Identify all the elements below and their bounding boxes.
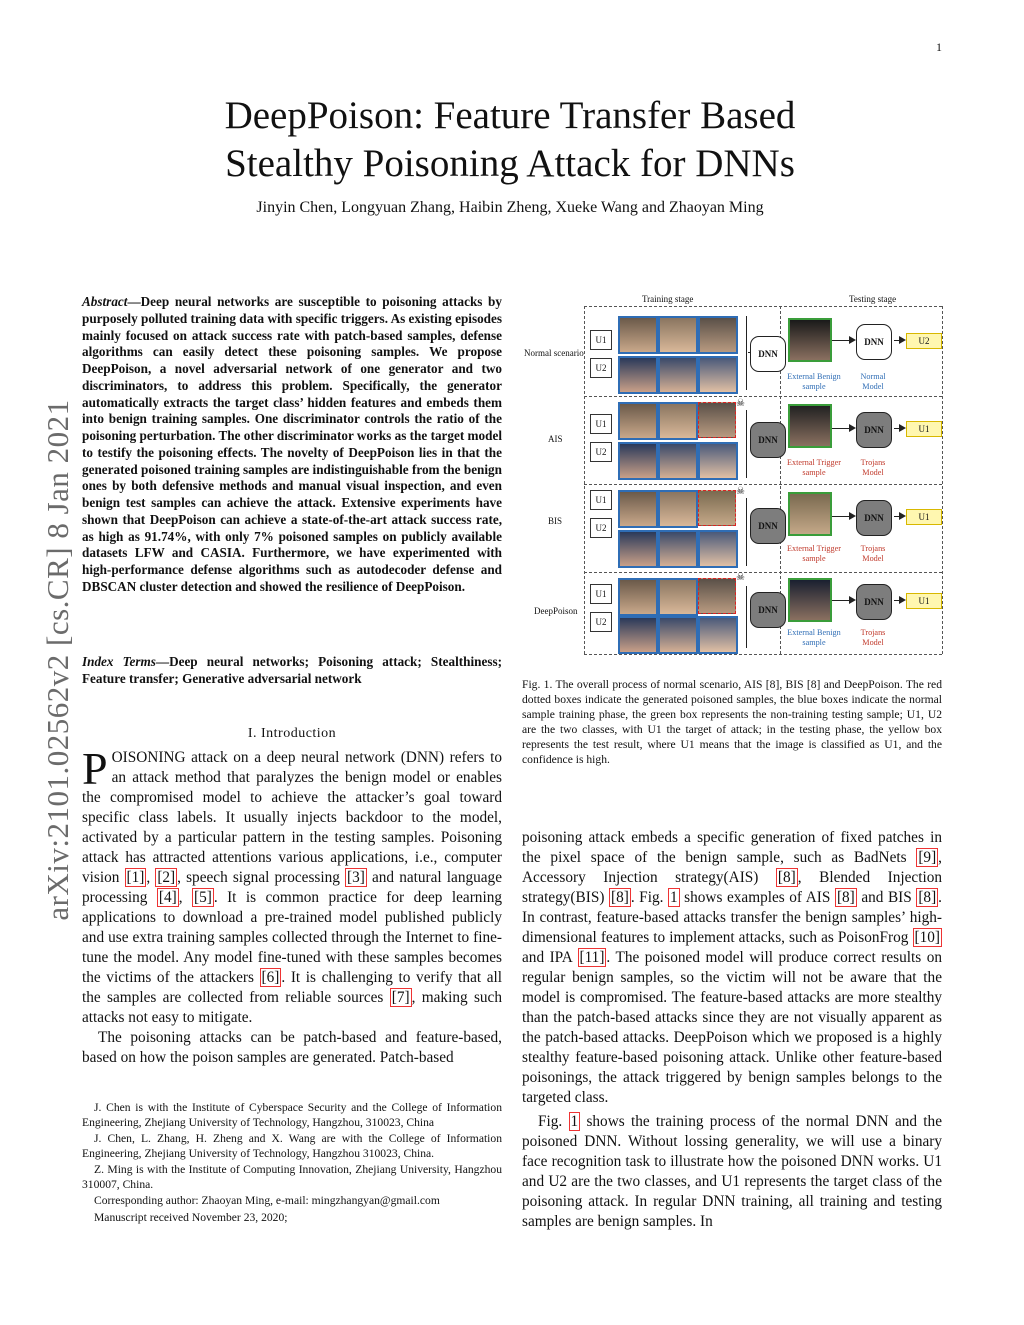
test-sample-image (788, 318, 832, 362)
abstract-text: —Deep neural networks are susceptible to poisoning attacks by purposely polluted training data with specific triggers. As existing episodes mainly focused on attack success rate with patch-based samples, defense algorithms can easily detect these poisoning samples. We propose DeepPoison, a novel adversarial network of one generator and two discriminators, to address this problem. Specifically, the generator automatically extracts the target class’ hidden features and embeds them into benign training samples. One discriminator controls the ratio of the poisoning perturbation. The other discriminator works as the target model to testify the poisoning effects. The novelty of DeepPoison lies in that the generated poisoned training samples are indistinguishable from the benign ones by both defensive methods and manual visual inspection, and even benign test samples can achieve the attack. Extensive experiments have shown that DeepPoison can achieve a state-of-the-art attack success rate, as high as 91.74%, with only 7% poisoned samples on publicly available datasets LFW and CASIA. Furthermore, we have experimented with high-performance defense algorithms such as autodecoder defense and DBSCAN cluster detection and showed the resilience of DeepPoison. (82, 294, 502, 594)
text-run: , Blended Injection strategy(BIS) (522, 869, 942, 906)
right-column-body (522, 828, 942, 1232)
test-label-line: External Trigger (787, 458, 841, 467)
dnn-box: DNN (856, 324, 892, 360)
citation-link[interactable]: [9] (918, 849, 937, 866)
footnote: Corresponding author: Zhaoyan Ming, e-mail: mingzhangyan@gmail.com (94, 1194, 440, 1207)
text-run: , making such attacks not easy to mitigate. (82, 989, 502, 1026)
page-number: 1 (936, 40, 942, 54)
row-label-deeppoison: DeepPoison (534, 606, 578, 616)
text-run: . It is common practice for deep learning applications to download a pre-trained model published publicly and use extra training samples collected through the Internet to fine-tune the model. Any model fine-tuned with these samples becomes the victims of the attackers (82, 889, 502, 986)
class-u2-box: U2 (590, 518, 612, 538)
figure-caption: Fig. 1. The overall process of normal scenario, AIS [8], BIS [8] and DeepPoison. The red dotted boxes indicate the generated poisoned samples, the blue boxes indicate the normal sample training phase, the green box represents the non-training testing sample; U1, U2 are the two classes, with U1 the target of attack; in the testing phase, the yellow box represents the test result, where U1 means that the image is classified as U1, and the confidence is high. (522, 678, 942, 766)
arrow (832, 600, 854, 601)
footnote: J. Chen is with the Institute of Cyberspace Security and the College of Information Engineering, Zhejiang University of Technology, Hangzhou, 310023, China (82, 1101, 502, 1129)
row-divider (584, 396, 942, 397)
arrow (894, 428, 904, 429)
dnn-box: DNN (856, 584, 892, 620)
bracket (736, 586, 747, 648)
poisoned-face-image (698, 578, 736, 614)
test-sample-label (780, 458, 848, 478)
text-run: . Fig. (630, 889, 668, 906)
test-label-line: External Benign (787, 628, 841, 637)
arrow (894, 516, 904, 517)
test-sample-label (780, 544, 848, 564)
class-u1-box: U1 (590, 490, 612, 510)
face-image (618, 442, 658, 480)
model-label-line: Trojans (860, 628, 886, 637)
test-sample-label (780, 372, 848, 392)
face-image (658, 402, 698, 440)
skull-icon: ☠ (736, 486, 745, 497)
arrow (894, 340, 904, 341)
title-line-2: Stealthy Poisoning Attack for DNNs (225, 142, 795, 185)
class-u1-box: U1 (590, 584, 612, 604)
dnn-box: DNN (750, 336, 786, 372)
footnote: J. Chen, L. Zhang, H. Zheng and X. Wang are with the College of Information Engineering, Zhejiang University of Technology, Hangzhou 310023, China. (82, 1132, 502, 1160)
citation-link[interactable]: [6] (261, 969, 280, 986)
footnote: Manuscript received November 23, 2020; (94, 1210, 288, 1224)
model-label (848, 628, 898, 648)
test-label-line: sample (802, 638, 826, 647)
index-terms-text: —Deep neural networks; Poisoning attack; Stealthiness; Feature transfer; Generative adversarial network (82, 654, 502, 686)
row-divider (584, 572, 942, 573)
output-box: U2 (906, 333, 942, 349)
citation-link[interactable]: [8] (918, 889, 937, 906)
class-u2-box: U2 (590, 358, 612, 378)
citation-link[interactable]: [3] (347, 869, 365, 886)
test-label-line: sample (802, 554, 826, 563)
test-sample-image (788, 578, 832, 622)
text-run: poisoning attack embeds a specific generation of fixed patches in the pixel space of the benign sample, such as BadNets (522, 829, 942, 866)
output-box: U1 (906, 421, 942, 437)
test-sample-image (788, 404, 832, 448)
face-image (618, 578, 658, 616)
drop-cap: P (82, 743, 108, 794)
face-image (618, 356, 658, 394)
intro-body (82, 743, 503, 1068)
model-label-line: Model (862, 554, 884, 563)
arrow (832, 428, 854, 429)
test-label-line: External Trigger (787, 544, 841, 553)
citation-link[interactable]: [2] (157, 869, 176, 886)
dnn-box: DNN (856, 412, 892, 448)
footnote: Z. Ming is with the Institute of Computing Innovation, Zhejiang University, Hangzhou 310007, China. (82, 1163, 502, 1191)
face-image (658, 490, 698, 528)
class-u2-box: U2 (590, 612, 612, 632)
right-paragraph-2 (522, 1112, 942, 1232)
citation-link[interactable]: [11] (579, 949, 605, 966)
face-image (618, 490, 658, 528)
arrow (894, 600, 904, 601)
citation-link[interactable]: [8] (836, 889, 855, 906)
intro-paragraph-2: The poisoning attacks can be patch-based and feature-based, based on how the poison samples are generated. Patch-based (82, 1029, 502, 1066)
face-image (698, 616, 738, 654)
model-label-line: Model (862, 468, 884, 477)
face-image (618, 616, 658, 654)
model-label (848, 458, 898, 478)
frame-top (584, 306, 942, 307)
abstract (82, 294, 502, 596)
row-label-normal: Normal scenario (524, 348, 584, 358)
class-u2-box: U2 (590, 442, 612, 462)
text-run: . The poisoned model will produce correct results on regular benign samples, so the victim will not be aware that the model is compromised. The feature-based attacks are more stealthy than the patch-based attacks since they are not visually apparent as the patch-based attacks. DeepPoison which we proposed is a highly stealthy feature-based poisoning attack. Unlike other feature-based poisonings, the attack triggered by benign samples belongs to the targeted class. (522, 949, 942, 1106)
face-image (658, 578, 698, 616)
row-label-ais: AIS (548, 434, 563, 444)
text-run: shows examples of AIS (679, 889, 835, 906)
training-stage-label: Training stage (642, 294, 694, 304)
paper-title (120, 92, 900, 188)
text-run: . In contrast, feature-based attacks transfer the benign samples’ high-dimensional features to implement attacks, such as PoisonFrog (522, 889, 942, 946)
figure-link[interactable]: 1 (570, 1113, 579, 1130)
poisoned-face-image (698, 402, 736, 438)
right-paragraph-1 (522, 828, 942, 1108)
face-image (698, 356, 738, 394)
row-label-bis: BIS (548, 516, 563, 526)
skull-icon: ☠ (736, 398, 745, 409)
intro-paragraph-1: POISONING attack on a deep neural network (DNN) refers to an attack method that paralyzes the benign model or enables the compromised model to achieve the attacker’s goal toward specific class labels. It usually injects backdoor to the model, activated by a particular pattern in the testing samples. Poisoning attack has attracted attentions various applications, i.e., computer vision [1] , [2] , speech signal processing [3] and natural language processing [4] , [5] . It is common practice for deep learning applications to download a pre-trained model published publicly and use extra training samples collected through the Internet to fine-tune the model. Any model fine-tuned with these samples becomes the victims of the attackers [6] . It is challenging to verify that all the samples are collected from reliable sources [7] , making such attacks not easy to mitigate. (82, 743, 503, 1026)
face-image (658, 356, 698, 394)
title-line-1: DeepPoison: Feature Transfer Based (224, 94, 796, 137)
test-label-line: sample (802, 468, 826, 477)
model-label-line: Model (862, 382, 884, 391)
text-run: , Accessory Injection strategy(AIS) (522, 849, 942, 886)
arxiv-identifier-text: arXiv:2101.02562v2 [cs.CR] 8 Jan 2021 (40, 399, 75, 921)
text-run: and IPA (522, 949, 578, 966)
output-box: U1 (906, 593, 942, 609)
text-run: shows the training process of the normal DNN and the poisoned DNN. Without lossing generality, we will use a binary face recognition task to illustrate how the poisoned DNN works. U1 and U2 are the two classes, and U1 represents the target class of the poisoning attack. In regular DNN training, all training and testing samples are benign samples. In (522, 1113, 942, 1230)
face-image (698, 530, 738, 568)
model-label-line: Trojans (860, 458, 886, 467)
bracket (736, 498, 747, 566)
face-image (618, 402, 658, 440)
footnotes (82, 1101, 502, 1227)
bracket (736, 316, 747, 390)
model-label-line: Model (862, 638, 884, 647)
face-image (658, 316, 698, 354)
index-terms-label: Index Terms (82, 654, 156, 669)
model-label (848, 544, 898, 564)
citation-link[interactable]: [8] (777, 869, 796, 886)
author-list: Jinyin Chen, Longyuan Zhang, Haibin Zheng, Xueke Wang and Zhaoyan Ming (256, 199, 764, 216)
test-sample-image (788, 492, 832, 536)
face-image (658, 442, 698, 480)
citation-link[interactable]: [5] (193, 889, 212, 906)
poisoned-face-image (698, 490, 736, 526)
dnn-box: DNN (750, 592, 786, 628)
model-label-line: Normal (860, 372, 886, 381)
face-image (658, 530, 698, 568)
figure-link[interactable]: 1 (669, 889, 678, 906)
face-image (698, 316, 738, 354)
text-run: , speech signal processing (177, 869, 346, 886)
citation-link[interactable]: [10] (914, 929, 940, 946)
model-label (848, 372, 898, 392)
dnn-box: DNN (856, 500, 892, 536)
face-image (698, 442, 738, 480)
face-image (618, 316, 658, 354)
arrow (832, 340, 854, 341)
abstract-label: Abstract (82, 294, 128, 309)
output-box: U1 (906, 509, 942, 525)
section-heading: I. Introduction (247, 726, 337, 741)
face-image (658, 616, 698, 654)
dnn-box: DNN (750, 508, 786, 544)
bracket (736, 410, 747, 478)
citation-link[interactable]: [8] (610, 889, 629, 906)
face-image (618, 530, 658, 568)
index-terms (82, 654, 502, 688)
dnn-box: DNN (750, 422, 786, 458)
text-run: Fig. (538, 1113, 569, 1130)
citation-link[interactable]: [7] (391, 989, 410, 1006)
row-divider (584, 484, 942, 485)
citation-link[interactable]: [4] (158, 889, 177, 906)
class-u1-box: U1 (590, 414, 612, 434)
text-run: OISONING attack on a deep neural network (DNN) refers to an attack method that paralyzes the benign model or enables the compromised model to achieve the attacker’s goal toward specific class labels. It usually injects backdoor to the model, activated by a particular pattern in the testing samples. Poisoning attack has attracted attentions various applications, i.e., computer vision (82, 749, 502, 886)
class-u1-box: U1 (590, 330, 612, 350)
text-run: and natural language processing (82, 869, 502, 906)
frame-right (942, 306, 943, 654)
citation-link[interactable]: [1] (126, 869, 145, 886)
figure-1 (522, 292, 944, 658)
skull-icon: ☠ (736, 572, 745, 583)
test-label-line: sample (802, 382, 826, 391)
testing-stage-label: Testing stage (849, 294, 897, 304)
text-run: . It is challenging to verify that all the samples are collected from reliable sources (82, 969, 503, 1006)
model-label-line: Trojans (860, 544, 886, 553)
test-sample-label (780, 628, 848, 648)
text-run: and BIS (856, 889, 917, 906)
frame-bottom (584, 654, 942, 655)
arrow (832, 516, 854, 517)
test-label-line: External Benign (787, 372, 841, 381)
frame-left (584, 306, 585, 654)
